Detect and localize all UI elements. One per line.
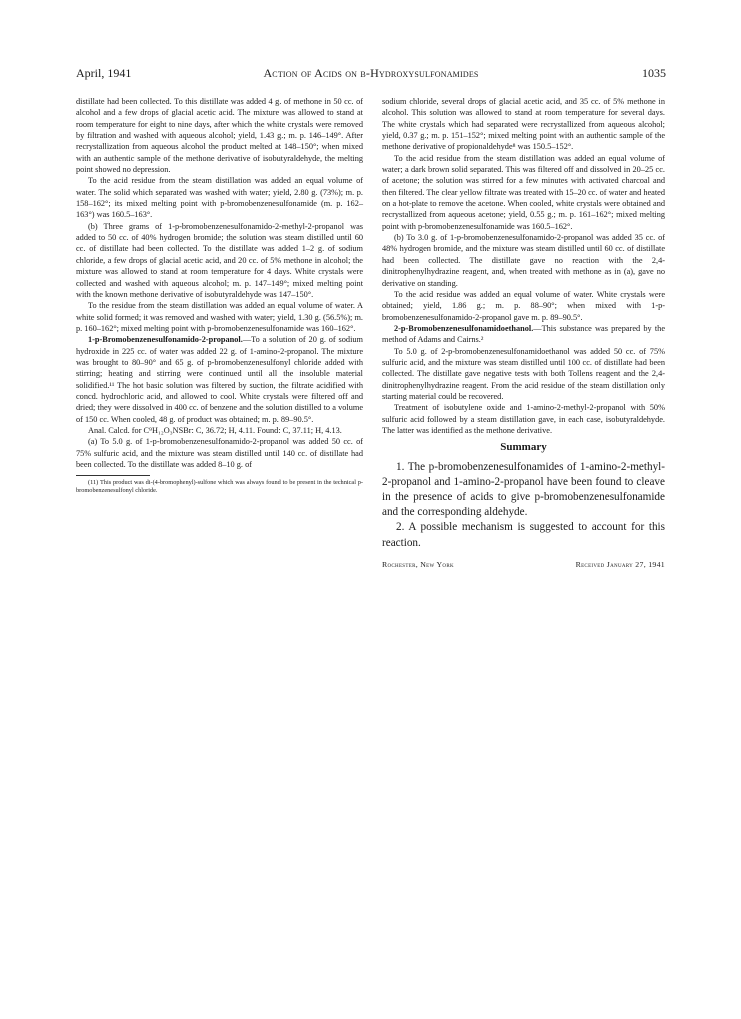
paragraph: To 5.0 g. of 2-p-bromobenzenesulfonamidoethanol was added 50 cc. of 75% sulfuric acid, and the mixture was steam distilled until 100 cc. of distillate had been collected. The distillate gave negative tests with both Tollens reagent and the 2,4-dinitrophenylhydrazine reagent. From the acid residue of the steam distillation only starting material could be recovered.: [382, 346, 665, 401]
page-number: 1035: [642, 66, 666, 80]
footnote-rule: [76, 475, 150, 476]
paragraph: (b) Three grams of 1-p-bromobenzenesulfonamido-2-methyl-2-propanol was added to 50 cc. of 40% hydrogen bromide; the solution was steam distilled until 60 cc. of distillate had been collected. To the distillate was added 1–2 g. of sodium chloride, a few drops of glacial acetic acid, and 20 cc. of 5% methone in alcohol; the mixture was allowed to stand at room temperature for 4 days. White crystals were collected and washed with aqueous alcohol; m. p. 147–149°; mixed melting point with the known methone derivative of isobutyraldehyde was 147–150°.: [76, 221, 363, 299]
paragraph: Treatment of isobutylene oxide and 1-amino-2-methyl-2-propanol with 50% sulfuric acid followed by a steam distillation gave, in each case, isobutyraldehyde. The latter was identified as the methone derivative.: [382, 403, 665, 435]
paragraph: sodium chloride, several drops of glacial acetic acid, and 35 cc. of 5% methone in alcohol. This solution was allowed to stand at room temperature for several days. The white crystals which had separated were recrystallized from aqueous alcohol; yield, 0.37 g.; m. p. 151–152°; mixed melting point with an authentic sample of the methone derivative of propionaldehyde⁸ was 150.5–152°.: [382, 97, 665, 152]
summary-item: 2. A possible mechanism is suggested to account for this reaction.: [382, 521, 665, 549]
header-date: April, 1941: [76, 66, 132, 80]
footnote: (11) This product was di-(4-bromophenyl)-sulfone which was always found to be present in the technical p-bromobenzenesulfonyl chloride.: [76, 479, 363, 495]
paragraph: (b) To 3.0 g. of 1-p-bromobenzenesulfonamido-2-propanol was added 35 cc. of 48% hydrogen bromide, and the mixture was steam distilled until 60 cc. of distillate had been collected. The distillate gave no reaction with the 2,4-dinitrophenylhydrazine reagent, and, when treated with methone as in (a), gave no derivative on standing.: [382, 233, 665, 288]
paragraph: To the residue from the steam distillation was added an equal volume of water. A white solid formed; it was removed and washed with water; yield, 1.30 g. (56.5%); m. p. 160–162°; mixed melting point with p-bromobenzenesulfonamide was 160–162°.: [76, 301, 363, 333]
right-column: [382, 96, 665, 569]
section-text: —This substance was prepared by the method of Adams and Cairns.²: [382, 323, 665, 345]
paragraph: To the acid residue from the steam distillation was added an equal volume of water; a dark brown solid separated. This was filtered off and dissolved in 20–25 cc. of acetone; the solution was stirred for a few minutes with activated charcoal and then filtered. The clear yellow filtrate was treated with 15–20 cc. of water and heated on a hot-plate to remove the acetone. When cooled, white crystals were obtained and recrystallized from aqueous acetone; yield, 0.55 g.; m. p. 161–162°; mixed melting point with p-bromobenzenesulfonamide was 160.5–162°.: [382, 153, 665, 231]
paragraph: To the acid residue was added an equal volume of water. White crystals were obtained; yield, 1.86 g.; m. p. 88–90°; when mixed with 1-p-bromobenzenesulfonamido-2-propanol gave m. p. 89–90.5°.: [382, 289, 665, 322]
section-heading: 2-p-Bromobenzenesulfonamidoethanol.: [394, 323, 534, 333]
place: Rochester, New York: [382, 559, 454, 569]
summary-title: Summary: [500, 441, 547, 454]
summary-item: 1. The p-bromobenzenesulfonamides of 1-amino-2-methyl-2-propanol and 1-amino-2-propanol have been found to cleave in the presence of acids to give p-bromobenzenesulfonamide and the corresponding aldehyde.: [382, 460, 665, 519]
section-paragraph: [382, 323, 665, 346]
left-column: [76, 96, 363, 495]
running-header: [76, 66, 666, 82]
analysis: Anal. Calcd. for C⁹H₁₂O₃NSBr: C, 36.72; H, 4.11. Found: C, 37.11; H, 4.13.: [88, 425, 342, 435]
summary: [382, 460, 665, 551]
paragraph: To the acid residue from the steam distillation was added an equal volume of water. The solid which separated was washed with water; yield, 2.80 g. (73%); m. p. 158–162°; its mixed melting point with p-bromobenzenesulfonamide (m. p. 162–163°) was 160.5–163°.: [76, 176, 363, 220]
section-heading: 1-p-Bromobenzenesulfonamido-2-propanol.: [88, 335, 243, 345]
paragraph: distillate had been collected. To this distillate was added 4 g. of methone in 50 cc. of alcohol and a few drops of glacial acetic acid. The mixture was allowed to stand at room temperature for eight to nine days, after which the white crystals were removed by filtration and washed with aqueous alcohol; yield, 1.43 g.; m. p. 146–149°. After recrystallization from aqueous alcohol the product melted at 148–150°; when mixed with an authentic sample of the methone derivative of isobutyraldehyde, the melting point showed no depression.: [76, 97, 363, 175]
section-text: —To a solution of 20 g. of sodium hydroxide in 225 cc. of water was added 22 g. of 1-amino-2-propanol. The mixture was brought to 80–90° and 65 g. of p-bromobenzenesulfonyl chloride added with stirring; heating and stirring were continued until all the insoluble material solidified.¹¹ The hot basic solution was filtered by suction, the filtrate acidified with concd. hydrochloric acid, and allowed to cool. White crystals were filtered off and dried; they were dissolved in 400 cc. of benzene and the solution distilled to a volume of 150 cc. When cooled, 48 g. of product was obtained; m. p. 89–90.5°.: [76, 335, 363, 424]
received-date: Received January 27, 1941: [575, 559, 665, 569]
paragraph: (a) To 5.0 g. of 1-p-bromobenzenesulfonamido-2-propanol was added 50 cc. of 75% sulfuric acid, and the mixture was steam distilled until 140 cc. of distillate had been collected. To the distillate was added 8–10 g. of: [76, 437, 363, 469]
section-paragraph: [76, 334, 363, 425]
header-title: Action of Acids on β-Hydroxysulfonamides: [263, 66, 479, 80]
signature-line: [382, 559, 665, 569]
